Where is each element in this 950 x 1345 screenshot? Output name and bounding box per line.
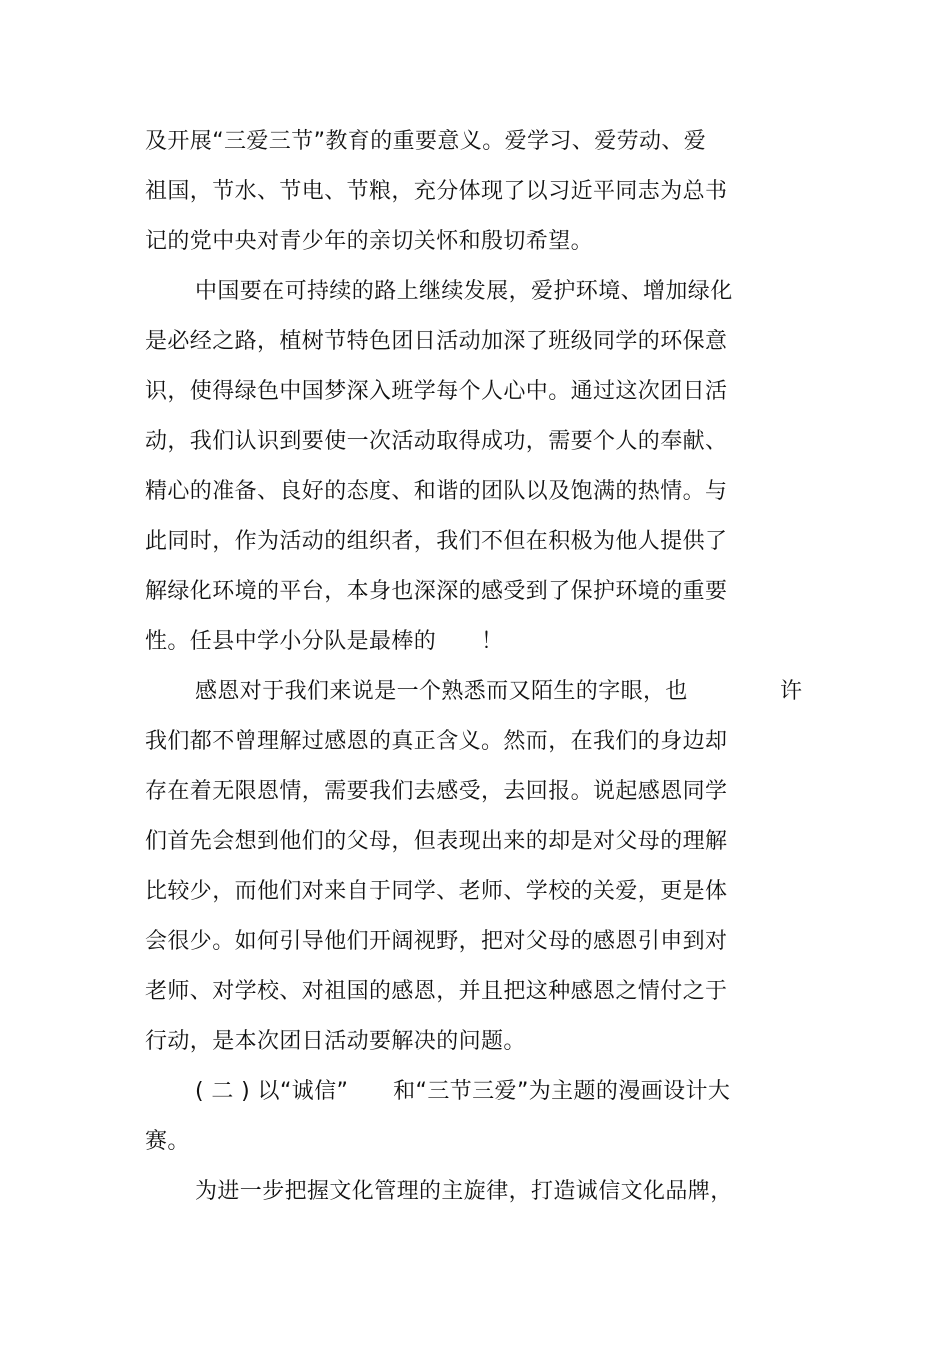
text-line: 行动，是本次团日活动要解决的问题。 (145, 1029, 526, 1054)
text-line: 此同时，作为活动的组织者，我们不但在积极为他人提供了 (145, 529, 728, 554)
text-line: 比较少，而他们对来自于同学、老师、学校的关爱，更是体 (145, 879, 728, 904)
text-line: 解绿化环境的平台，本身也深深的感受到了保护环境的重要 (145, 579, 728, 604)
text-line: 我们都不曾理解过感恩的真正含义。然而，在我们的身边却 (145, 729, 728, 754)
text-line: 们首先会想到他们的父母，但表现出来的却是对父母的理解 (145, 829, 728, 854)
text-line: 会很少。如何引导他们开阔视野，把对父母的感恩引申到对 (145, 929, 728, 954)
text-line: 祖国，节水、节电、节粮，充分体现了以习近平同志为总书 (145, 179, 728, 204)
paragraph-start-line: 中国要在可持续的路上继续发展，爱护环境、增加绿化 (195, 279, 733, 304)
text-line: 识，使得绿色中国梦深入班学每个人心中。通过这次团日活 (145, 379, 728, 404)
text-line: 精心的准备、良好的态度、和谐的团队以及饱满的热情。与 (145, 479, 728, 504)
section-heading: ( 二 ) 以“诚信” 和“三节三爱”为主题的漫画设计大 (195, 1079, 731, 1104)
line-fragment-right: 许 (780, 679, 803, 704)
text-line: 记的党中央对青少年的亲切关怀和殷切希望。 (145, 229, 594, 254)
text-line: 是必经之路，植树节特色团日活动加深了班级同学的环保意 (145, 329, 728, 354)
text-line: 赛。 (145, 1129, 190, 1154)
paragraph-start-line: 为进一步把握文化管理的主旋律，打造诚信文化品牌， (195, 1179, 733, 1204)
paragraph-start-line: 感恩对于我们来说是一个熟悉而又陌生的字眼，也 (195, 679, 688, 704)
text-line: 老师、对学校、对祖国的感恩，并且把这种感恩之情付之于 (145, 979, 728, 1004)
text-line: 性。任县中学小分队是最棒的 ！ (145, 629, 504, 654)
text-line: 及开展“三爱三节”教育的重要意义。爱学习、爱劳动、爱 (145, 129, 707, 154)
text-line: 动，我们认识到要使一次活动取得成功，需要个人的奉献、 (145, 429, 728, 454)
text-line: 存在着无限恩情，需要我们去感受，去回报。说起感恩同学 (145, 779, 728, 804)
